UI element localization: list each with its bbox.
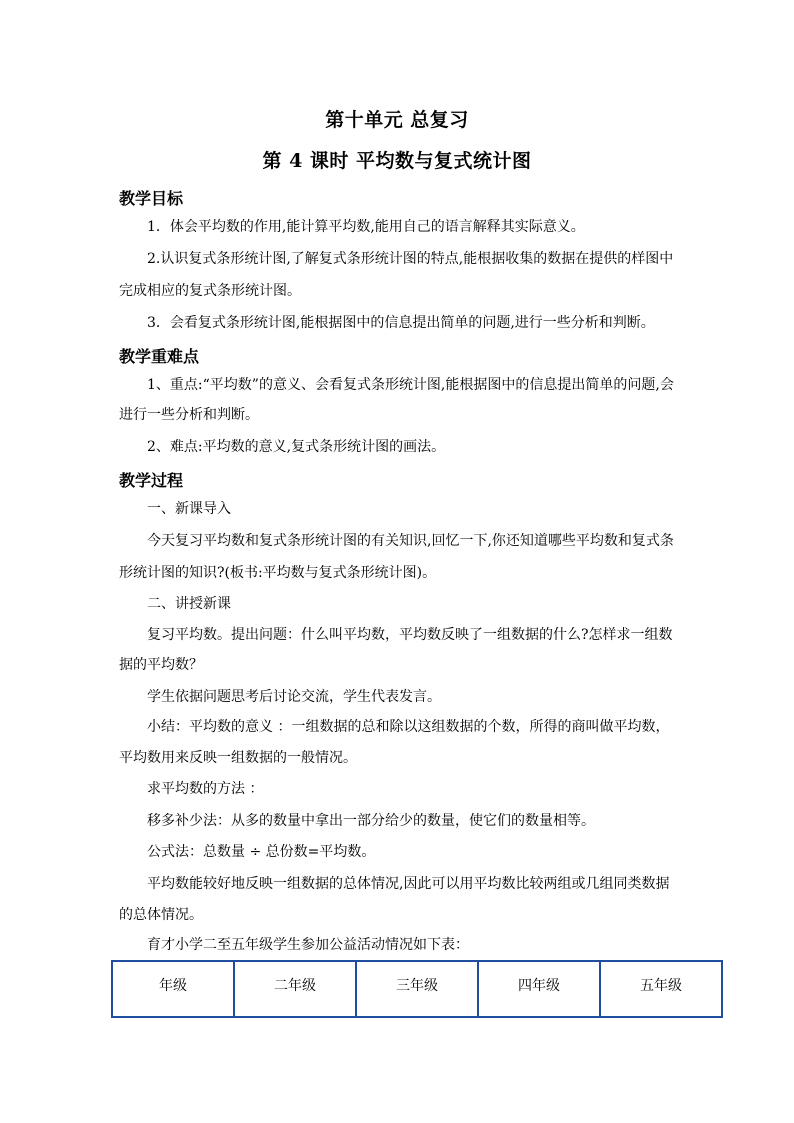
table-header-cell: 五年级 xyxy=(640,978,682,994)
process-line: 形统计图的知识?(板书:平均数与复式条形统计图)。 xyxy=(119,565,437,581)
goal-line: 1．体会平均数的作用,能计算平均数,能用自己的语言解释其实际意义。 xyxy=(147,219,585,235)
activity-table xyxy=(111,960,723,1018)
process-heading: 教学过程 xyxy=(119,471,184,490)
process-line: 二、讲授新课 xyxy=(147,596,231,612)
process-line: 据的平均数？ xyxy=(119,657,203,673)
goal-line: 3．会看复式条形统计图,能根据图中的信息提出简单的问题,进行一些分析和判断。 xyxy=(147,315,655,331)
keypoint-line: 1、重点:“平均数”的意义、会看复式条形统计图,能根据图中的信息提出简单的问题,会 xyxy=(147,377,674,393)
process-line: 一、新课导入 xyxy=(147,501,231,517)
process-line: 复习平均数。提出问题：什么叫平均数，平均数反映了一组数据的什么?怎样求一组数 xyxy=(147,627,673,643)
process-line: 小结：平均数的意义 ：一组数据的总和除以这组数据的个数，所得的商叫做平均数， xyxy=(147,719,670,735)
table-header-cell: 年级 xyxy=(113,962,235,1016)
process-line: 的总体情况。 xyxy=(119,907,203,923)
process-line: 公式法：总数量 ÷ 总份数=平均数。 xyxy=(147,844,376,860)
process-line: 学生依据问题思考后讨论交流，学生代表发言。 xyxy=(147,689,441,705)
table-header-cell: 二年级 xyxy=(235,962,357,1016)
keypoints-heading: 教学重难点 xyxy=(119,347,200,366)
lesson-title: 第 4 课时 平均数与复式统计图 xyxy=(262,150,532,172)
process-line: 育才小学二至五年级学生参加公益活动情况如下表： xyxy=(147,937,469,953)
process-line: 平均数用来反映一组数据的一般情况。 xyxy=(119,750,357,766)
goals-heading: 教学目标 xyxy=(119,189,184,208)
keypoint-line: 进行一些分析和判断。 xyxy=(119,407,259,423)
process-line: 今天复习平均数和复式条形统计图的有关知识,回忆一下,你还知道哪些平均数和复式条 xyxy=(147,533,674,549)
table-header-cell: 四年级 xyxy=(479,962,601,1016)
unit-title: 第十单元 总复习 xyxy=(325,109,469,131)
keypoint-line: 2、难点:平均数的意义,复式条形统计图的画法。 xyxy=(147,439,446,455)
table-header-cell: 三年级 xyxy=(357,962,479,1016)
process-line: 求平均数的方法 ： xyxy=(147,781,264,797)
process-line: 平均数能较好地反映一组数据的总体情况,因此可以用平均数比较两组或几组同类数据 xyxy=(147,876,670,892)
goal-line: 完成相应的复式条形统计图。 xyxy=(119,283,301,299)
process-line: 移多补少法：从多的数量中拿出一部分给少的数量，使它们的数量相等。 xyxy=(147,813,595,829)
goal-line: 2.认识复式条形统计图,了解复式条形统计图的特点,能根据收集的数据在提供的样图中 xyxy=(147,251,674,267)
